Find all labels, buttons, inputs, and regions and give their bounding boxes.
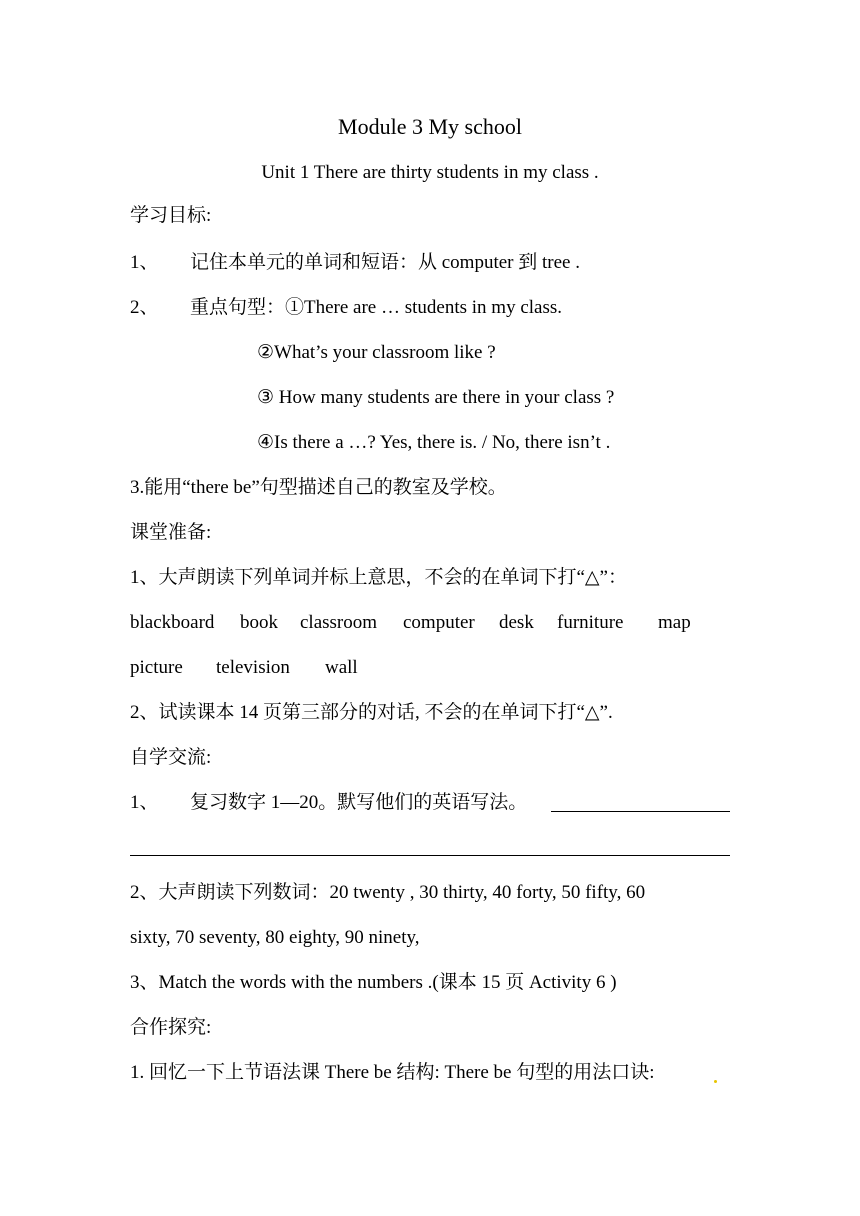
- vocabulary-row-2: [0, 656, 860, 680]
- goal-1: [0, 251, 860, 275]
- vocab-word: television: [216, 657, 290, 678]
- vocab-word: furniture: [557, 612, 624, 633]
- cooperation-item-1: 1. 回忆一下上节语法课 There be 结构: There be 句型的用法口诀:: [130, 1062, 655, 1083]
- vocab-word: book: [240, 612, 278, 633]
- vocab-word: classroom: [300, 612, 378, 633]
- goal-2-pattern-2: ②What’s your classroom like ?: [257, 342, 496, 363]
- prep-heading: 课堂准备:: [130, 522, 212, 543]
- vocab-word: blackboard: [130, 612, 215, 633]
- vocab-word: wall: [325, 657, 358, 678]
- self-study-item-2-line-2: sixty, 70 seventy, 80 eighty, 90 ninety,: [130, 927, 420, 948]
- vocab-word: map: [658, 612, 691, 633]
- goal-3: 3.能用“there be”句型描述自己的教室及学校。: [130, 477, 507, 498]
- goals-heading: 学习目标:: [130, 205, 212, 226]
- goal-1-text: 记住本单元的单词和短语：从 computer 到 tree .: [190, 252, 580, 273]
- self-study-item-1: [0, 791, 860, 815]
- cooperation-heading: 合作探究:: [130, 1017, 212, 1038]
- self-study-item-3: 3、Match the words with the numbers .(课本 15 页 Activity 6 ): [130, 972, 617, 993]
- self-study-item-2-line-1: 2、大声朗读下列数词：20 twenty , 30 thirty, 40 forty, 50 fifty, 60: [130, 882, 646, 903]
- page-title: Module 3 My school: [338, 114, 522, 139]
- vocab-word: picture: [130, 657, 183, 678]
- page-subtitle: Unit 1 There are thirty students in my class .: [261, 162, 599, 183]
- self-study-1-number: 1、: [130, 792, 159, 813]
- vocabulary-row-1: [0, 611, 860, 635]
- goal-1-number: 1、: [130, 252, 159, 273]
- edit-marker-dot: [714, 1080, 717, 1083]
- goal-2-text: 重点句型：①There are … students in my class.: [190, 297, 563, 318]
- self-study-1-text: 复习数字 1—20。默写他们的英语写法。: [190, 792, 528, 813]
- prep-item-1: 1、大声朗读下列单词并标上意思，不会的在单词下打“△”：: [130, 567, 627, 588]
- answer-blank-line: [130, 855, 730, 856]
- goal-2: [0, 296, 860, 320]
- vocab-word: computer: [403, 612, 475, 633]
- self-study-heading: 自学交流:: [130, 747, 212, 768]
- goal-2-pattern-3: ③ How many students are there in your class ?: [257, 387, 615, 408]
- prep-item-2: 2、试读课本 14 页第三部分的对话, 不会的在单词下打“△”.: [130, 702, 613, 723]
- answer-blank-line: [551, 811, 730, 812]
- goal-2-number: 2、: [130, 297, 159, 318]
- goal-2-pattern-4: ④Is there a …? Yes, there is. / No, there isn’t .: [257, 432, 611, 453]
- vocab-word: desk: [499, 612, 534, 633]
